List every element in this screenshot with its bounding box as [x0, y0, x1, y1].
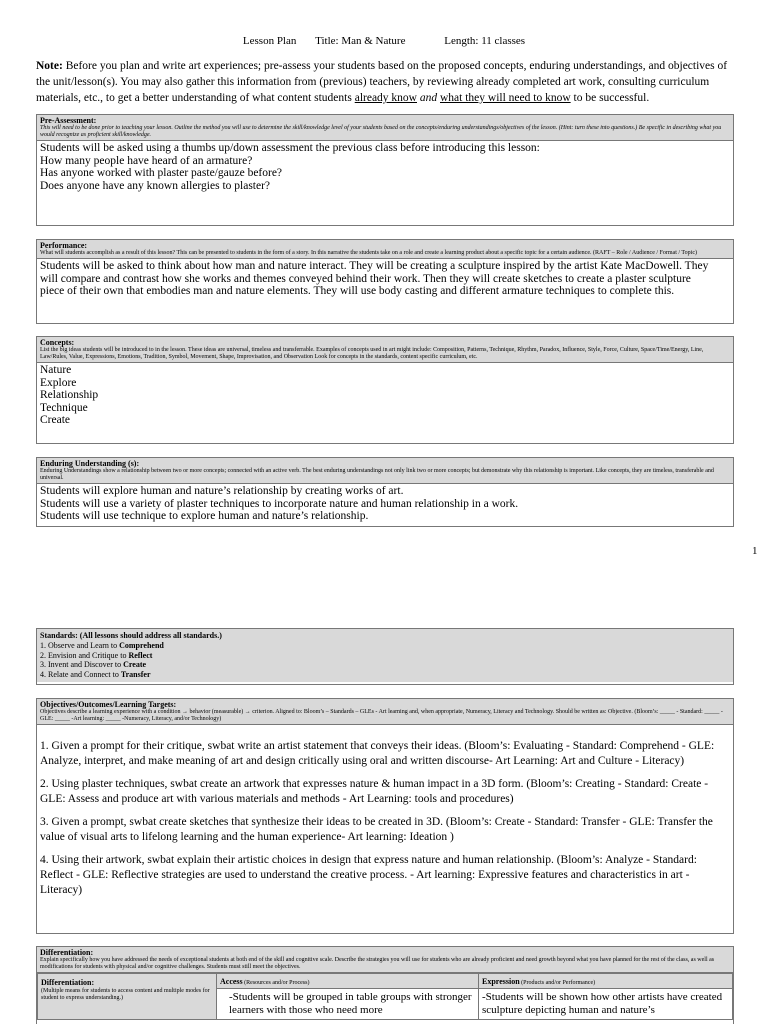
performance-instructions: What will students accomplish as a result of this lesson? This can be presented to students in the form of a story. In this narrative the students take on a role and create a learning product about a specific topic for a certain audience. (RAFT – Role / Audience / Format / Topic) — [40, 250, 698, 256]
concept-item: Relationship — [40, 389, 99, 402]
standard-keyword: Create — [123, 660, 147, 670]
pre-assessment-line: Students will be asked using a thumbs up/down assessment the previous class before introducing this lesson: — [40, 142, 540, 155]
access-heading: Access — [220, 977, 243, 987]
standard-item — [40, 660, 730, 670]
standard-text: 4. Relate and Connect to — [40, 670, 121, 680]
standard-text: 3. Invent and Discover to — [40, 660, 124, 670]
note-label: Note: — [36, 60, 63, 72]
access-note: (Resources and/or Process) — [242, 980, 310, 987]
expression-header-cell — [479, 974, 733, 989]
differentiation-col-note: (Multiple means for students to access content and multiple modes for student to express understanding.) — [41, 988, 210, 1002]
enduring-header — [37, 458, 733, 484]
concept-item: Create — [40, 414, 71, 427]
note-text: Before you plan and write art experiences; pre-assess your students based on the proposed concepts, enduring understandings, and objectives of the unit/lesson(s). You may also gather this information from (previous) teachers, by reviewing already completed art work, consulting curriculum materials, etc., to get a better understanding of what content students — [36, 60, 728, 104]
lesson-length: Length: 11 classes — [444, 35, 526, 47]
objectives-header — [37, 699, 733, 725]
note-and: and — [417, 92, 440, 104]
objectives-body — [37, 725, 733, 907]
standard-keyword: Reflect — [128, 650, 153, 660]
access-text-cell — [217, 989, 479, 1020]
note-already-know: already know — [354, 92, 417, 104]
pre-assessment-heading: Pre-Assessment: — [40, 116, 97, 125]
page-number: 1 — [752, 545, 758, 557]
differentiation-section — [36, 946, 734, 1024]
enduring-heading: Enduring Understanding (s): — [40, 459, 140, 468]
access-text: -Students will be grouped in table groups with stronger learners with those who need more — [229, 991, 472, 1017]
expression-text-cell — [479, 989, 733, 1020]
objective-item: 3. Given a prompt, swbat create sketches that synthesize their ideas to be created in 3D. (Bloom’s: Create - Standard: Transfer - GLE: Transfer the value of visual arts to lifelong learning and the human experience- Art learning: Ideation ) — [40, 816, 713, 844]
note-text-end: to be successful. — [570, 92, 650, 104]
pre-assessment-line: How many people have heard of an armature? — [40, 154, 253, 167]
standard-item — [40, 641, 730, 651]
standard-keyword: Comprehend — [119, 640, 164, 650]
concept-item: Technique — [40, 401, 88, 414]
concepts-instructions: List the big ideas students will be introduced to in the lesson. These ideas are universal, timeless and transferrable. Examples of concepts used in art might include: Composition, Patterns, Technique, Rhythm, Paradox, Influence, Style, Force, Culture, Space/Time/Energy, Line, Law/Rules, Value, Expressions, Emotions, Tradition, Symbol, Movement, Shape, Improvisation, and Observation Look for concepts in the standards, content specific curriculum, etc. — [40, 347, 704, 361]
standard-keyword: Transfer — [120, 670, 151, 680]
enduring-instructions: Enduring Understandings show a relationship between two or more concepts; connected with an active verb. The best enduring understandings not only link two or more concepts; but demonstrate why this relationship is important. Like concepts, they are timeless, transferable and universal. — [40, 468, 714, 482]
note-paragraph — [36, 58, 736, 106]
standards-body — [37, 629, 733, 682]
objectives-instructions: Objectives describe a learning experience with a condition → behavior (measurable) → criterion. Aligned to: Bloom’s – Standards – GLEs - Art learning and, when appropriate, Numeracy, Literacy and Technology. Should be written as: Objective. (Bloom’s: _____ - Standard: _____ - GLE: _____ -Art learning: _____ -Numeracy, Literacy, and/or Technology) — [40, 709, 723, 723]
differentiation-instructions: Explain specifically how you have addressed the needs of exceptional students at both end of the skill and cognitive scale. Describe the strategies you will use for students who are already proficient and need growth beyond what you have planned for the rest of the class, as well as modifications for students with physical and/or cognitive challenges. Students must still meet the objectives. — [40, 957, 715, 971]
objective-item: 1. Given a prompt for their critique, swbat write an artist statement that conveys their ideas. (Bloom’s: Evaluating - Standard: Comprehend - GLE: Analyze, interpret, and make meaning of art and design critically using oral and written discourse- Art Learning: Art and Culture - Literacy) — [40, 740, 715, 768]
lesson-plan-label: Lesson Plan — [242, 35, 297, 47]
differentiation-header — [37, 947, 733, 973]
concepts-section — [36, 336, 734, 444]
differentiation-heading: Differentiation: — [40, 948, 94, 957]
pre-assessment-line: Does anyone have any known allergies to plaster? — [40, 179, 271, 192]
objectives-heading: Objectives/Outcomes/Learning Targets: — [40, 700, 177, 709]
performance-heading: Performance: — [40, 241, 88, 250]
note-need-to-know: what they will need to know — [440, 92, 571, 104]
concepts-header — [37, 337, 733, 363]
pre-assessment-section — [36, 114, 734, 226]
differentiation-label-cell — [38, 974, 217, 1020]
objective-item: 4. Using their artwork, swbat explain their artistic choices in design that express nature and human relationship. (Bloom’s: Analyze - Standard: Reflect - GLE: Reflective strategies are used to understand the creative process. - Art learning: Expressive features and characteristics in art - Literacy) — [40, 854, 697, 897]
performance-header — [37, 240, 733, 259]
standards-section — [36, 628, 734, 685]
enduring-line: Students will use a variety of plaster techniques to incorporate nature and human relationship in a work. — [40, 497, 519, 510]
standard-item — [40, 651, 730, 661]
performance-line: Students will be asked to think about how man and nature interact. They will be creating a sculpture inspired by the artist Kate MacDowell. They — [40, 260, 709, 273]
concept-item: Explore — [40, 376, 77, 389]
standard-text: 2. Envision and Critique to — [40, 650, 129, 660]
enduring-understanding-section — [36, 457, 734, 527]
enduring-body — [37, 484, 733, 524]
differentiation-col-heading: Differentiation: — [41, 978, 95, 988]
pre-assessment-line: Has anyone worked with plaster paste/gauze before? — [40, 167, 283, 180]
concepts-body — [37, 363, 733, 428]
standards-heading: Standards: (All lessons should address all standards.) — [40, 631, 222, 640]
differentiation-table — [37, 973, 733, 1020]
pre-assessment-body — [37, 141, 733, 193]
access-header-cell — [217, 974, 479, 989]
performance-body — [37, 259, 733, 299]
standard-item — [40, 670, 730, 680]
standard-text: 1. Observe and Learn to — [40, 640, 120, 650]
pre-assessment-header — [37, 115, 733, 141]
enduring-line: Students will use technique to explore human and nature’s relationship. — [40, 510, 369, 523]
performance-line: will compare and contrast how she works and themes conveyed behind their work. Then they will create sketches to create a plaster sculpture — [40, 272, 691, 285]
lesson-title: Title: Man & Nature — [315, 35, 406, 47]
expression-note: (Products and/or Performance) — [519, 980, 596, 987]
performance-section — [36, 239, 734, 324]
concepts-heading: Concepts: — [40, 338, 75, 347]
objective-item: 2. Using plaster techniques, swbat create an artwork that expresses nature & human impact in a 3D form. (Bloom’s: Creating - Standard: Create - GLE: Assess and produce art with various materials and methods - Art Learning: tools and procedures) — [40, 778, 709, 806]
objectives-section — [36, 698, 734, 934]
performance-line: piece of their own that embodies man and nature elements. They will use body casting and different armature techniques to complete this. — [40, 285, 675, 298]
page-header — [0, 35, 768, 47]
enduring-line: Students will explore human and nature’s relationship by creating works of art. — [40, 485, 404, 498]
expression-heading: Expression — [482, 977, 520, 987]
expression-text: -Students will be shown how other artists have created sculpture depicting human and nature’s — [482, 991, 723, 1017]
pre-assessment-instructions: This will need to be done prior to teaching your lesson. Outline the method you will use to determine the skill/knowledge level of your students based on the concepts/enduring understandings/objectives of the lesson. (Hint: turn these into questions.) Be specific in describing what you would recognize as proficient skill/knowledge. — [40, 125, 722, 139]
concept-item: Nature — [40, 364, 72, 377]
